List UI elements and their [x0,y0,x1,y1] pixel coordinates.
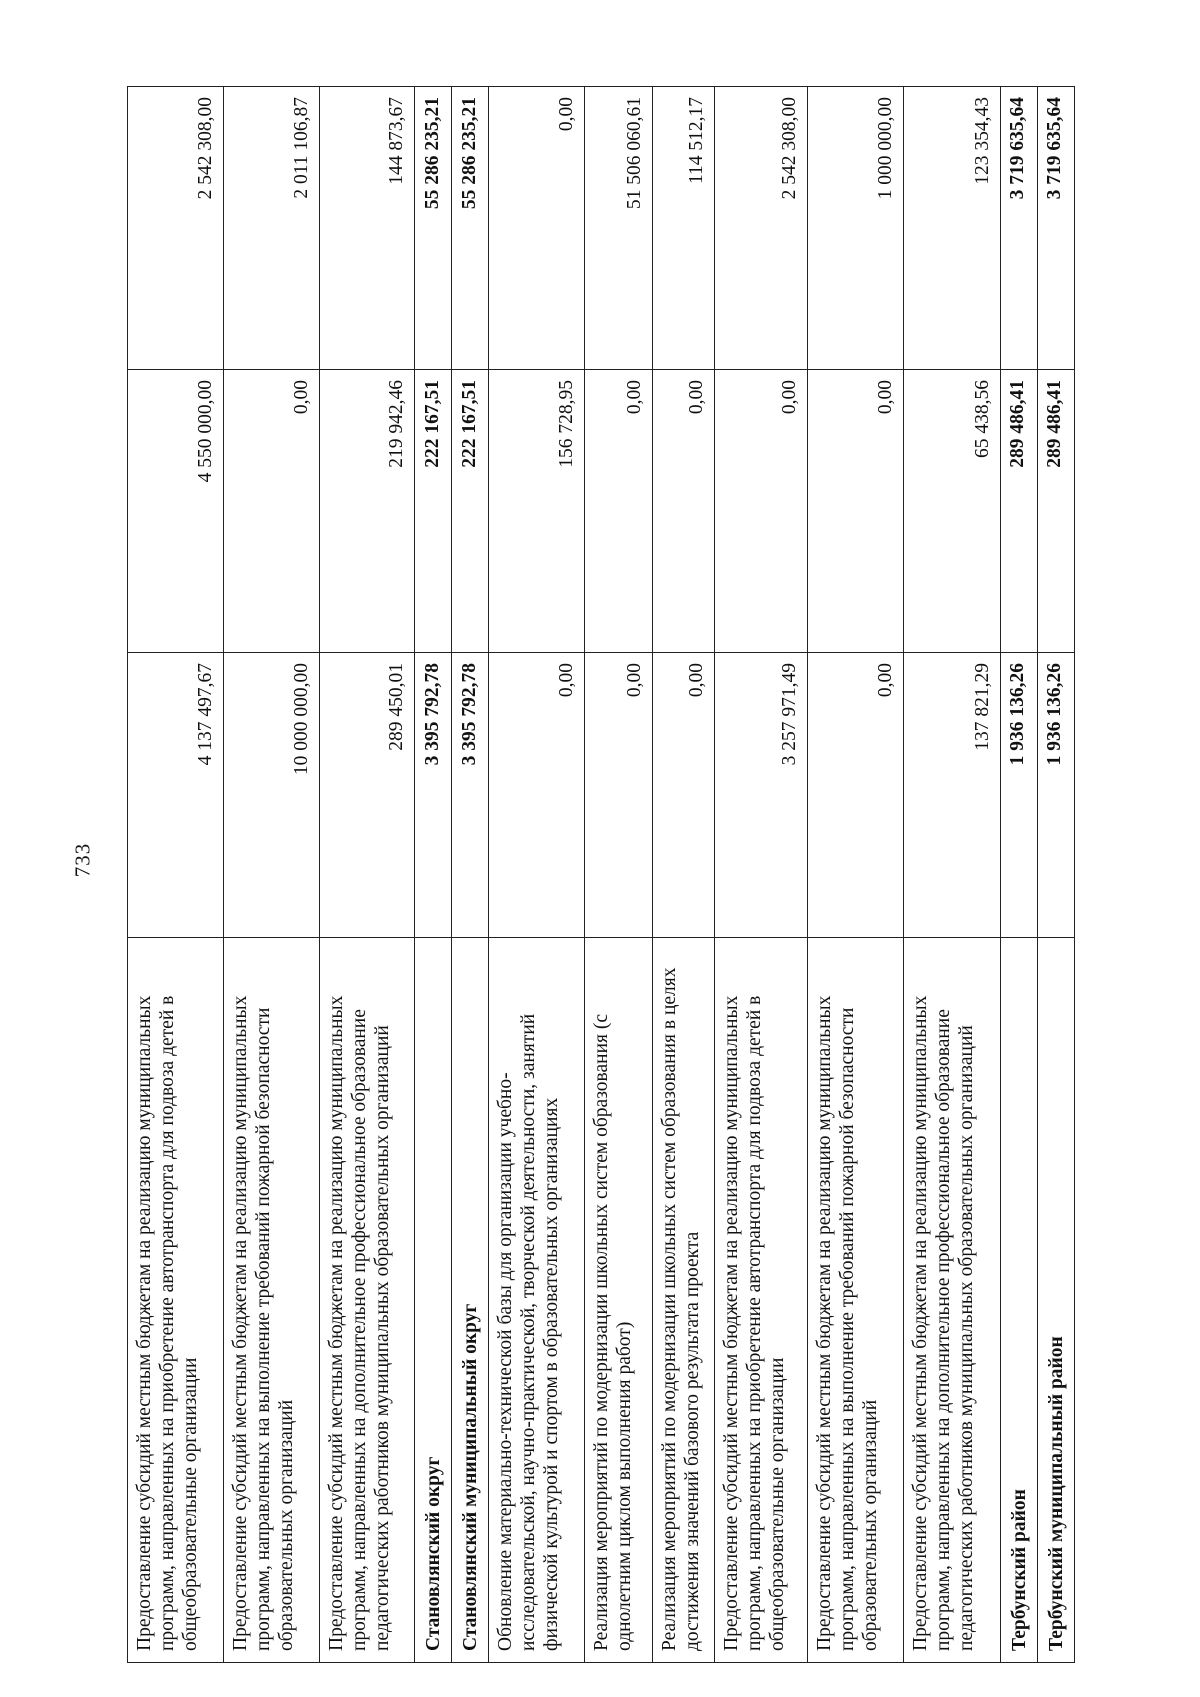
rotated-table-container [127,87,1075,1663]
row-value-3: 1 000 000,00 [808,87,904,370]
table-row [319,87,415,1663]
row-value-2: 0,00 [714,370,808,653]
subtotal-row [415,87,452,1663]
table-row [585,87,652,1663]
row-value-1: 4 137 497,67 [128,653,224,938]
row-value-3: 3 719 635,64 [1037,87,1074,370]
row-value-1: 10 000 000,00 [223,653,319,938]
row-value-2: 289 486,41 [1000,370,1037,653]
row-value-2: 4 550 000,00 [128,370,224,653]
row-value-3: 51 506 060,61 [585,87,652,370]
row-description: Предоставление субсидий местным бюджетам на реализацию муниципальных программ, направленных на выполнение требований пожарной безопасности образовательных организаций [223,938,319,1663]
row-value-2: 65 438,56 [904,370,1001,653]
row-description: Предоставление субсидий местным бюджетам на реализацию муниципальных программ, направленных на дополнительное профессиональное образование педагогических работников муниципальных образовательных организаций [319,938,415,1663]
row-description: Становлянский округ [415,938,452,1663]
row-value-2: 219 942,46 [319,370,415,653]
row-value-3: 144 873,67 [319,87,415,370]
row-description: Предоставление субсидий местным бюджетам на реализацию муниципальных программ, направленных на выполнение требований пожарной безопасности образовательных организаций [808,938,904,1663]
row-description: Тербунский муниципальный район [1037,938,1074,1663]
table-row [128,87,224,1663]
row-value-3: 123 354,43 [904,87,1001,370]
row-value-2: 0,00 [652,370,714,653]
row-value-2: 289 486,41 [1037,370,1074,653]
row-value-1: 0,00 [652,653,714,938]
row-value-3: 55 286 235,21 [415,87,452,370]
row-value-3: 55 286 235,21 [452,87,489,370]
row-description: Предоставление субсидий местным бюджетам на реализацию муниципальных программ, направленных на приобретение автотранспорта для подвоза детей в общеобразовательные организации [714,938,808,1663]
row-value-2: 222 167,51 [415,370,452,653]
row-value-2: 156 728,95 [489,370,585,653]
table-row [904,87,1001,1663]
table-row [808,87,904,1663]
budget-table [127,86,1075,1663]
row-description: Предоставление субсидий местным бюджетам на реализацию муниципальных программ, направленных на дополнительное профессиональное образование педагогических работников муниципальных образовательных организаций [904,938,1001,1663]
row-value-2: 222 167,51 [452,370,489,653]
subtotal-row [1037,87,1074,1663]
row-value-1: 289 450,01 [319,653,415,938]
row-value-3: 2 542 308,00 [128,87,224,370]
table-row [714,87,808,1663]
row-value-1: 1 936 136,26 [1037,653,1074,938]
row-value-3: 114 512,17 [652,87,714,370]
row-value-1: 3 395 792,78 [452,653,489,938]
row-value-1: 3 395 792,78 [415,653,452,938]
row-description: Реализация мероприятий по модернизации школьных систем образования в целях достижения значений базового результата проекта [652,938,714,1663]
row-value-2: 0,00 [585,370,652,653]
page-number: 733 [70,842,95,878]
row-description: Становлянский муниципальный округ [452,938,489,1663]
row-value-1: 137 821,29 [904,653,1001,938]
row-description: Обновление материально-технической базы для организации учебно-исследовательской, научно-практической, творческой деятельности, занятий физической культурой и спортом в образовательных организациях [489,938,585,1663]
subtotal-row [452,87,489,1663]
table-row [223,87,319,1663]
row-value-2: 0,00 [808,370,904,653]
row-value-3: 2 542 308,00 [714,87,808,370]
table-row [652,87,714,1663]
row-value-3: 2 011 106,87 [223,87,319,370]
row-description: Тербунский район [1000,938,1037,1663]
row-value-2: 0,00 [223,370,319,653]
row-description: Реализация мероприятий по модернизации школьных систем образования (с однолетним циклом выполнения работ) [585,938,652,1663]
table-row [489,87,585,1663]
row-value-1: 0,00 [585,653,652,938]
row-value-1: 0,00 [808,653,904,938]
row-value-3: 3 719 635,64 [1000,87,1037,370]
subtotal-row [1000,87,1037,1663]
row-value-1: 3 257 971,49 [714,653,808,938]
row-value-1: 0,00 [489,653,585,938]
row-value-1: 1 936 136,26 [1000,653,1037,938]
row-description: Предоставление субсидий местным бюджетам на реализацию муниципальных программ, направленных на приобретение автотранспорта для подвоза детей в общеобразовательные организации [128,938,224,1663]
row-value-3: 0,00 [489,87,585,370]
